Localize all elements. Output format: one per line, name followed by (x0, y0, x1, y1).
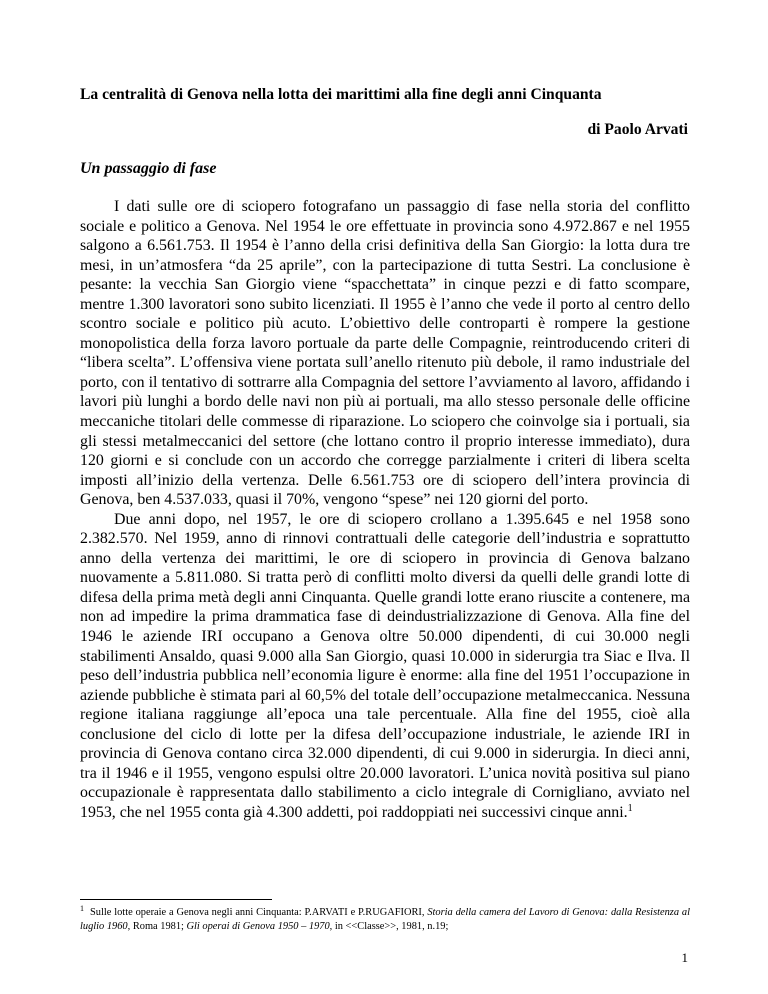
page-number: 1 (681, 950, 688, 965)
footnote-book-title: Storia della camera del Lavoro di Genova: dalla Resistenza al luglio 1960, (80, 907, 690, 932)
section-heading: Un passaggio di fase (80, 160, 217, 177)
paragraph (80, 197, 690, 510)
footnote-marker: 1 (80, 904, 84, 913)
footnote (80, 906, 690, 934)
footnote-tail: in <<Classe>>, 1981, n.19; (332, 921, 449, 932)
footnote-divider (80, 899, 272, 900)
paragraph (80, 510, 690, 823)
paragraph-text: I dati sulle ore di sciopero fotografano un passaggio di fase nella storia del conflitto sociale e politico a Genova. Nel 1954 le ore effettuate in provincia sono 4.972.867 e nel 1955 salgono a 6.561.753. Il 1954 è l’anno della crisi definitiva della San Giorgio: la lotta dura tre mesi, in un’atmosfera “da 25 aprile”, con la partecipazione di tutta Sestri. La conclusione è pesante: la vecchia San Giorgio viene “spacchettata” in cinque pezzi e di fatto scompare, mentre 1.300 lavoratori sono subito licenziati. Il 1955 è l’anno che vede il porto al centro dello scontro sociale e politico più acuto. L’obiettivo delle controparti è rompere la gestione monopolistica della forza lavoro portuale da parte delle Compagnie, reintroducendo criteri di “libera scelta”. L’offensiva viene portata sull’anello ritenuto più debole, il ramo industriale del porto, con il tentativo di sottrarre alla Compagnia del settore l’avviamento al lavoro, affidando i lavori più lunghi a bordo delle navi non più ai portuali, ma allo stesso personale delle officine meccaniche titolari delle commesse di riparazione. Lo sciopero che coinvolge sia i portuali, sia gli stessi metalmeccanici del settore (che lottano contro il proprio interesse immediato), dura 120 giorni e si conclude con un accordo che corregge parzialmente i criteri di libera scelta imposti all’inizio della vertenza. Delle 6.561.753 ore di sciopero dell’intera provincia di Genova, ben 4.537.033, quasi il 70%, vengono “spese” nei 120 giorni del porto. (80, 198, 690, 509)
footnote-reference[interactable]: 1 (627, 802, 633, 814)
footnote-lead: Sulle lotte operaie a Genova negli anni Cinquanta: P.ARVATI e P.RUGAFIORI, (90, 907, 428, 918)
footnote-mid: Roma 1981; (130, 921, 187, 932)
footnote-article-title: Gli operai di Genova 1950 – 1970, (186, 921, 333, 932)
body-text (80, 197, 690, 823)
document-title: La centralità di Genova nella lotta dei marittimi alla fine degli anni Cinquanta (80, 86, 602, 103)
paragraph-text: Due anni dopo, nel 1957, le ore di sciopero crollano a 1.395.645 e nel 1958 sono 2.382.570. Nel 1959, anno di rinnovi contrattuali delle categorie dell’industria e soprattutto anno della vertenza dei marittimi, le ore di sciopero in provincia di Genova balzano nuovamente a 5.811.080. Si tratta però di conflitti molto diversi da quelli delle grandi lotte di difesa della prima metà degli anni Cinquanta. Quelle grandi lotte erano riuscite a contenere, ma non ad impedire la prima drammatica fase di deindustrializzazione di Genova. Alla fine del 1946 le aziende IRI occupano a Genova oltre 50.000 dipendenti, di cui 30.000 negli stabilimenti Ansaldo, quasi 9.000 alla San Giorgio, quasi 10.000 in siderurgia tra Siac e Ilva. Il peso dell’industria pubblica nell’economia ligure è enorme: alla fine del 1951 l’occupazione in aziende pubbliche è stimata pari al 60,5% del totale dell’occupazione metalmeccanica. Nessuna regione italiana raggiunge all’epoca una tale percentuale. Alla fine del 1955, cioè alla conclusione del ciclo di lotte per la difesa dell’occupazione industriale, le aziende IRI in provincia di Genova contano circa 32.000 dipendenti, di cui 9.000 in siderurgia. In dieci anni, tra il 1946 e il 1955, vengono espulsi oltre 20.000 lavoratori. L’unica novità positiva sul piano occupazionale è rappresentata dallo stabilimento a ciclo integrale di Cornigliano, avviato nel 1953, che nel 1955 conta già 4.300 addetti, poi raddoppiati nei successivi cinque anni. (80, 510, 690, 821)
author-byline: di Paolo Arvati (587, 121, 688, 138)
